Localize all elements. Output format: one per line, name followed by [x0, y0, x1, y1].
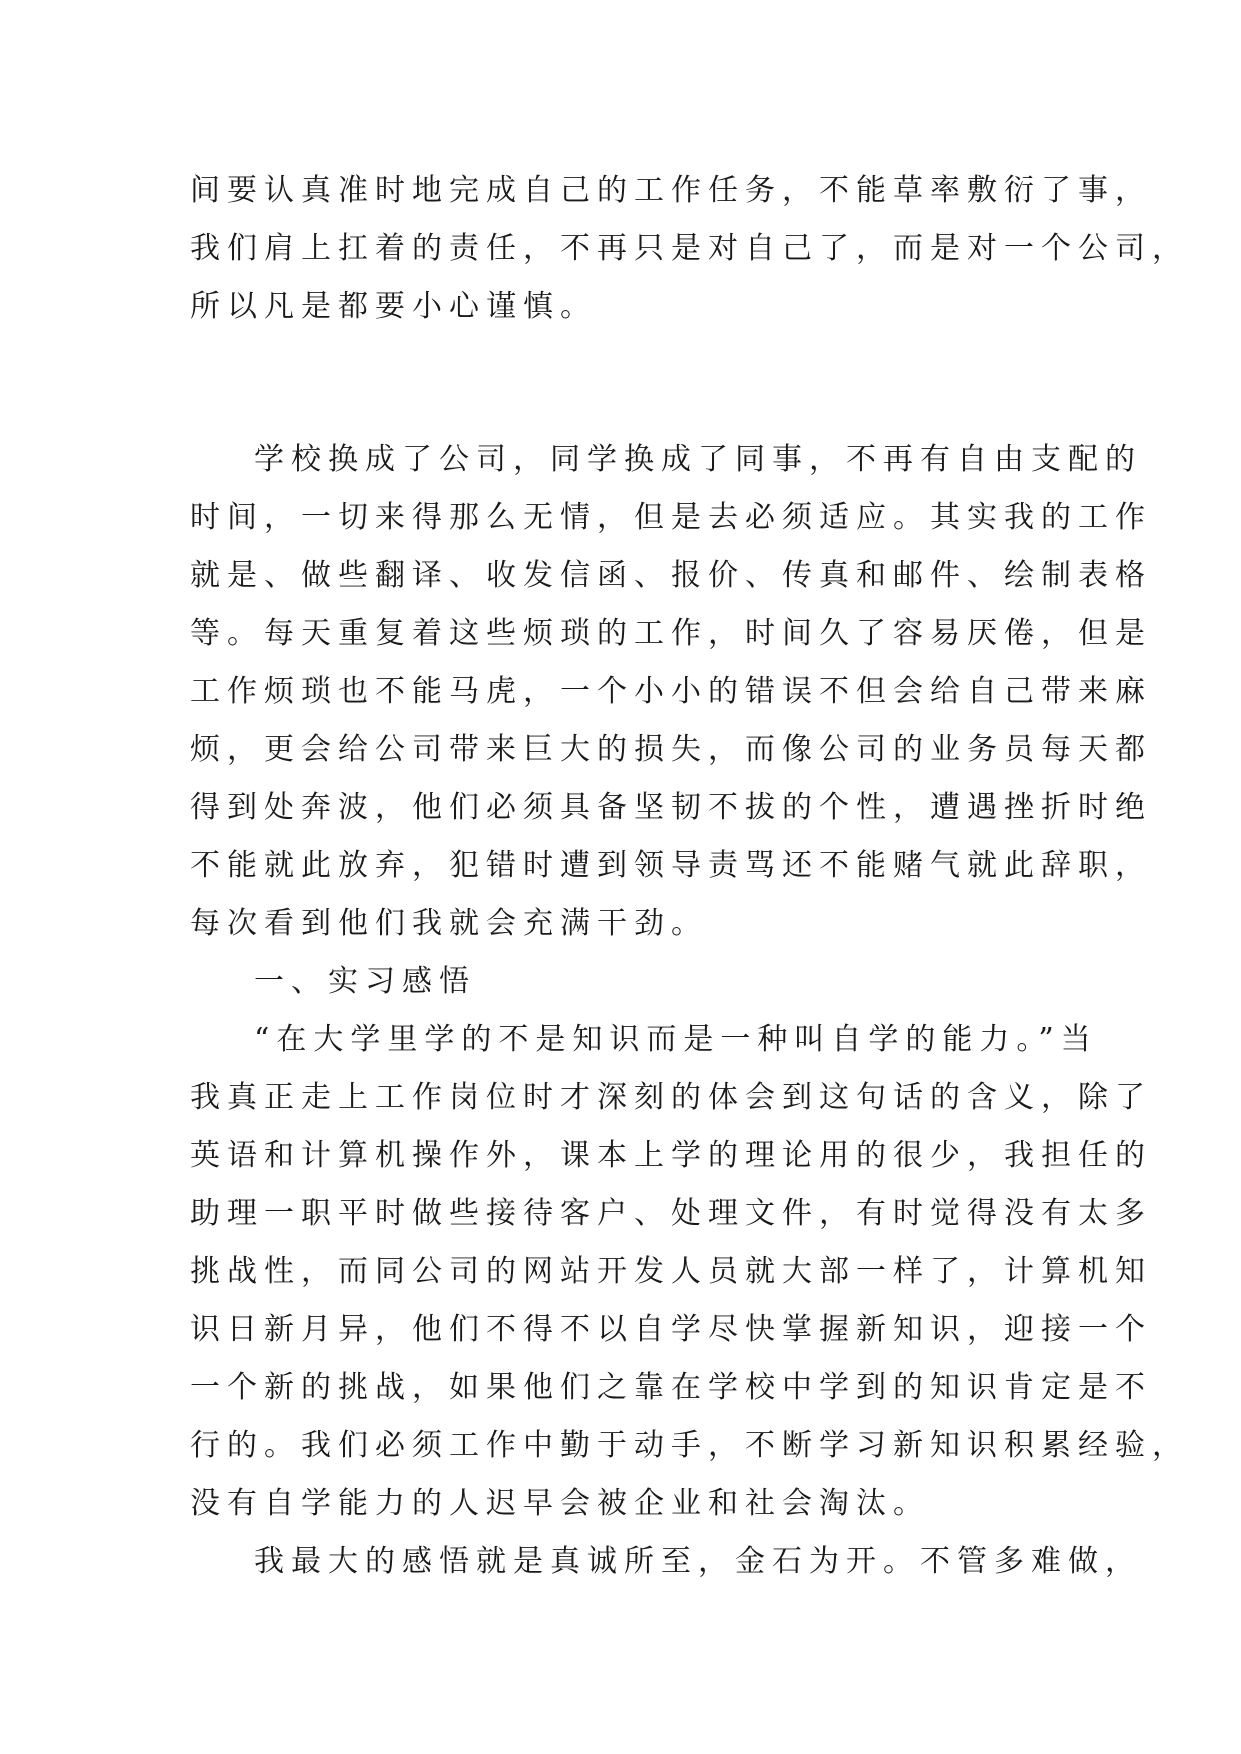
- text-line: 没有自学能力的人迟早会被企业和社会淘汰。: [190, 1486, 930, 1521]
- paragraph: [190, 1533, 1142, 1591]
- text-line: 我最大的感悟就是真诚所至，金石为开。不管多难做，: [254, 1544, 1142, 1579]
- paragraph-gap: [190, 336, 1070, 431]
- document-body: [190, 162, 1189, 1591]
- section-heading: [190, 953, 1070, 1011]
- text-line: 识日新月异，他们不得不以自学尽快掌握新知识，迎接一个: [190, 1312, 1152, 1347]
- text-line: 助理一职平时做些接待客户、处理文件，有时觉得没有太多: [190, 1196, 1152, 1231]
- paragraph: [190, 162, 1189, 336]
- text-line: 学校换成了公司，同学换成了同事，不再有自由支配的: [254, 442, 1142, 477]
- text-line: 就是、做些翻译、收发信函、报价、传真和邮件、绘制表格: [190, 558, 1152, 593]
- text-line: 我真正走上工作岗位时才深刻的体会到这句话的含义，除了: [190, 1080, 1152, 1115]
- text-line: 间要认真准时地完成自己的工作任务，不能草率敷衍了事，: [190, 173, 1152, 208]
- text-line: 时间，一切来得那么无情，但是去必须适应。其实我的工作: [190, 500, 1152, 535]
- text-line: 不能就此放弃，犯错时遭到领导责骂还不能赌气就此辞职，: [190, 848, 1152, 883]
- text-line: 一个新的挑战，如果他们之靠在学校中学到的知识肯定是不: [190, 1370, 1152, 1405]
- paragraph: [190, 1011, 1189, 1533]
- section-heading-text: 一、实习感悟: [254, 964, 476, 999]
- text-line: 所以凡是都要小心谨慎。: [190, 289, 597, 324]
- paragraph: [190, 431, 1152, 953]
- text-line: 等。每天重复着这些烦琐的工作，时间久了容易厌倦，但是: [190, 616, 1152, 651]
- text-line: “在大学里学的不是知识而是一种叫自学的能力。”当: [254, 1022, 1098, 1057]
- text-line: 我们肩上扛着的责任，不再只是对自己了，而是对一个公司，: [190, 231, 1189, 266]
- text-line: 得到处奔波，他们必须具备坚韧不拔的个性，遭遇挫折时绝: [190, 790, 1152, 825]
- text-line: 行的。我们必须工作中勤于动手，不断学习新知识积累经验，: [190, 1428, 1189, 1463]
- text-line: 挑战性，而同公司的网站开发人员就大部一样了，计算机知: [190, 1254, 1152, 1289]
- text-line: 烦，更会给公司带来巨大的损失，而像公司的业务员每天都: [190, 732, 1152, 767]
- text-line: 每次看到他们我就会充满干劲。: [190, 906, 708, 941]
- text-line: 工作烦琐也不能马虎，一个小小的错误不但会给自己带来麻: [190, 674, 1152, 709]
- text-line: 英语和计算机操作外，课本上学的理论用的很少，我担任的: [190, 1138, 1152, 1173]
